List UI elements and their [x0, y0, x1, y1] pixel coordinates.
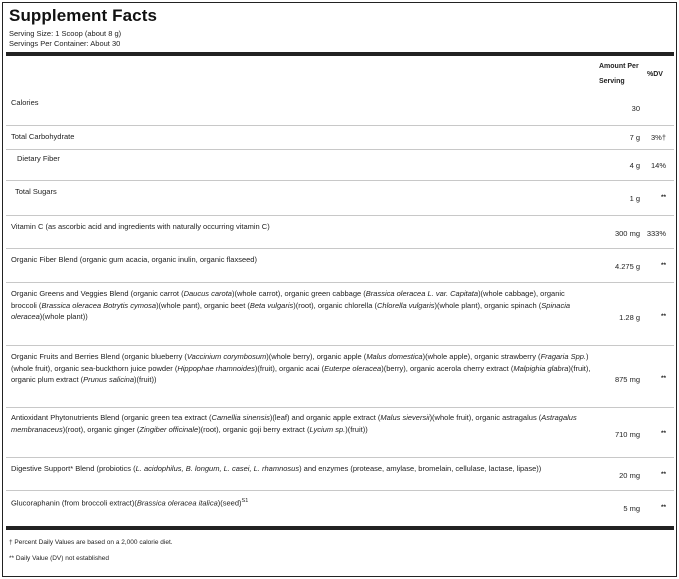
nutrient-amount-calories: 30 [631, 104, 640, 113]
nutrient-dv-organic-fiber-blend: ** [660, 262, 666, 269]
nutrient-dv-greens-veggies-blend: ** [660, 313, 666, 320]
nutrient-amount-vitamin-c: 300 mg [614, 229, 640, 238]
nutrient-name-total-sugars: Total Sugars [15, 187, 57, 196]
bottom-thick-rule [6, 526, 674, 530]
nutrient-dv-dietary-fiber: 14% [650, 161, 666, 170]
nutrient-dv-total-carbohydrate: 3%† [650, 133, 666, 142]
nutrient-amount-digestive-support-blend: 20 mg [619, 471, 640, 480]
nutrient-name-vitamin-c: Vitamin C (as ascorbic acid and ingredients with naturally occurring vitamin C) [11, 222, 270, 231]
nutrient-name-dietary-fiber: Dietary Fiber [17, 154, 60, 163]
nutrient-amount-organic-fiber-blend: 4.275 g [614, 262, 640, 271]
dv-header: %DV [647, 71, 663, 78]
nutrient-dv-antioxidant-blend: ** [660, 430, 666, 437]
row-divider [6, 149, 674, 150]
row-divider [6, 407, 674, 408]
serving-size: Serving Size: 1 Scoop (about 8 g) [9, 29, 122, 38]
nutrient-amount-total-carbohydrate: 7 g [629, 133, 640, 142]
servings-per-container: Servings Per Container: About 30 [9, 39, 121, 48]
nutrient-name-glucoraphanin: Glucoraphanin (from broccoli extract)(Brassica oleracea italica)(seed)$^{S1}$ [11, 498, 249, 508]
supplement-facts-panel [2, 2, 677, 577]
row-divider [6, 490, 674, 491]
row-divider [6, 215, 674, 216]
nutrient-amount-total-sugars: 1 g [629, 194, 640, 203]
nutrient-name-fruits-berries-blend: Organic Fruits and Berries Blend (organic blueberry (Vaccinium corymbosum)(whole berry), organic apple (Malus domestica)(whole apple), organic strawberry (Fragaria Spp.)(whole fruit), organic sea-buckthorn juice powder (Hippophae rhamnoides)(fruit), organic acai (Euterpe oleracea)(berry), organic acerola cherry extract (Malpighia glabra)(fruit), organic plum extract (Prunus salicina)(fruit)) [11, 352, 591, 384]
row-divider [6, 457, 674, 458]
glucoraphanin-superscript: S1 [241, 498, 249, 504]
row-divider [6, 248, 674, 249]
nutrient-dv-fruits-berries-blend: ** [660, 375, 666, 382]
nutrient-name-calories: Calories [11, 98, 39, 107]
row-divider [6, 125, 674, 126]
nutrient-name-antioxidant-blend: Antioxidant Phytonutrients Blend (organic green tea extract (Camellia sinensis)(leaf) and organic apple extract (Malus sieversii)(whole fruit), organic astragalus (Astragalus membranaceus)(root), organic ginger (Zingiber officinale)(root), organic goji berry extract (Lycium sp.)(fruit)) [11, 413, 577, 434]
panel-title: Supplement Facts [9, 6, 158, 25]
nutrient-name-total-carbohydrate: Total Carbohydrate [11, 132, 75, 141]
amount-per-header-2: Serving [599, 78, 625, 85]
footnote-dv-basis: † Percent Daily Values are based on a 2,000 calorie diet. [9, 539, 173, 546]
nutrient-name-digestive-support-blend: Digestive Support* Blend (probiotics (L. acidophilus, B. longum, L. casei, L. rhamnosus) and enzymes (protease, amylase, bromelain, cellulase, lactase, lipase)) [11, 464, 542, 473]
nutrient-amount-dietary-fiber: 4 g [629, 161, 640, 170]
row-divider [6, 282, 674, 283]
row-divider [6, 345, 674, 346]
row-divider [6, 180, 674, 181]
nutrient-dv-vitamin-c: 333% [646, 229, 666, 238]
nutrient-name-organic-fiber-blend: Organic Fiber Blend (organic gum acacia, organic inulin, organic flaxseed) [11, 255, 257, 264]
amount-per-header-1: Amount Per [599, 63, 639, 70]
nutrient-amount-greens-veggies-blend: 1.28 g [619, 313, 640, 322]
nutrient-amount-glucoraphanin: 5 mg [623, 504, 640, 513]
nutrient-dv-glucoraphanin: ** [660, 504, 666, 511]
nutrient-dv-digestive-support-blend: ** [660, 471, 666, 478]
nutrient-dv-total-sugars: ** [660, 194, 666, 201]
nutrient-amount-antioxidant-blend: 710 mg [614, 430, 640, 439]
nutrient-name-greens-veggies-blend: Organic Greens and Veggies Blend (organic carrot (Daucus carota)(whole carrot), organic green cabbage (Brassica oleracea L. var. Capitata)(whole cabbage), organic broccoli (Brassica oleracea Botrytis cymosa)(whole pant), organic beet (Beta vulgaris)(root), organic chlorella (Chlorella vulgaris)(whole plant), organic spinach (Spinacia oleracea)(whole plant)) [11, 289, 571, 321]
footnote-dv-not-established: ** Daily Value (DV) not established [9, 555, 109, 562]
nutrient-amount-fruits-berries-blend: 875 mg [614, 375, 640, 384]
top-thick-rule [6, 52, 674, 56]
